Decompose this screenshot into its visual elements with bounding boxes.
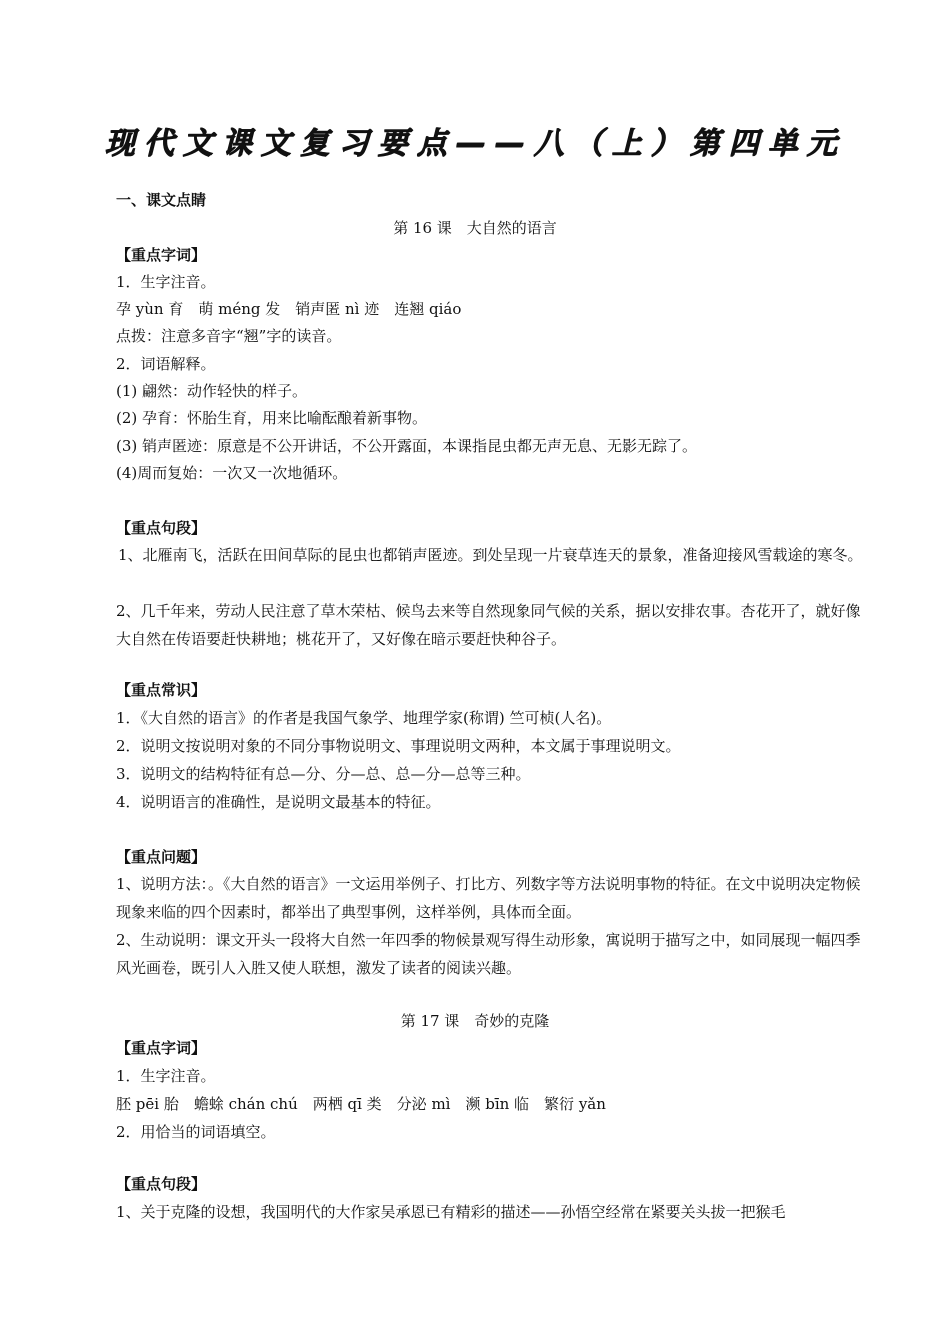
- l16-sentence-heading: 【重点句段】: [116, 519, 207, 537]
- l16-knowledge-1: 1．《大自然的语言》的作者是我国气象学、地理学家(称谓) 竺可桢(人名)。: [116, 709, 612, 727]
- l16-question-1: 1、说明方法：。《大自然的语言》一文运用举例子、打比方、列数字等方法说明事物的特征。在文中说明决定物候现象来临的四个因素时，都举出了典型事例，这样举例，具体而全面。: [116, 875, 861, 921]
- l17-vocab-item-2: 2．用恰当的词语填空。: [116, 1123, 276, 1141]
- l16-definition-1: (1) 翩然：动作轻快的样子。: [116, 382, 308, 400]
- l16-definition-3: (3) 销声匿迹：原意是不公开讲话，不公开露面，本课指昆虫都无声无息、无影无踪了。: [116, 437, 698, 455]
- l17-sentence-heading: 【重点句段】: [116, 1175, 207, 1193]
- l16-vocab-pinyin: 孕 yùn 育 萌 méng 发 销声匿 nì 迹 连翘 qiáo: [116, 300, 462, 318]
- l17-sentence-1: 1、关于克隆的设想，我国明代的大作家吴承恩已有精彩的描述——孙悟空经常在紧要关头拔一把猴毛: [116, 1203, 786, 1221]
- lesson-17-heading: 第 17 课 奇妙的克隆: [400, 1012, 550, 1030]
- l16-question-heading: 【重点问题】: [116, 848, 207, 866]
- section-heading: 一、课文点睛: [116, 191, 207, 209]
- l16-vocab-item-1: 1．生字注音。: [116, 273, 216, 291]
- l16-definition-2: (2) 孕育：怀胎生育，用来比喻酝酿着新事物。: [116, 409, 428, 427]
- l16-question-2: 2、生动说明：课文开头一段将大自然一年四季的物候景观写得生动形象，寓说明于描写之中，如同展现一幅四季风光画卷，既引人入胜又使人联想，激发了读者的阅读兴趣。: [116, 931, 861, 977]
- l16-knowledge-4: 4．说明语言的准确性，是说明文最基本的特征。: [116, 793, 441, 811]
- l16-vocab-heading: 【重点字词】: [116, 246, 207, 264]
- lesson-16-heading: 第 16 课 大自然的语言: [393, 219, 557, 237]
- l16-knowledge-heading: 【重点常识】: [116, 681, 207, 699]
- l16-knowledge-3: 3．说明文的结构特征有总—分、分—总、总—分—总等三种。: [116, 765, 531, 783]
- l16-vocab-tip: 点拨：注意多音字“翘”字的读音。: [116, 327, 342, 345]
- l16-sentence-1: 1、北雁南飞，活跃在田间草际的昆虫也都销声匿迹。到处呈现一片衰草连天的景象，准备迎接风雪载途的寒冬。: [118, 546, 863, 564]
- l17-vocab-item-1: 1．生字注音。: [116, 1067, 216, 1085]
- l17-vocab-heading: 【重点字词】: [116, 1039, 207, 1057]
- l17-vocab-pinyin: 胚 pēi 胎 蟾蜍 chán chú 两栖 qī 类 分泌 mì 濒 bīn 临 繁衍 yǎn: [116, 1095, 606, 1113]
- l16-knowledge-2: 2．说明文按说明对象的不同分事物说明文、事理说明文两种，本文属于事理说明文。: [116, 737, 681, 755]
- l16-sentence-2: 2、几千年来，劳动人民注意了草木荣枯、候鸟去来等自然现象同气候的关系，据以安排农事。杏花开了，就好像大自然在传语要赶快耕地；桃花开了，又好像在暗示要赶快种谷子。: [116, 602, 861, 648]
- document-title: 现代文课文复习要点——八（上）第四单元: [104, 126, 846, 161]
- l16-definition-4: (4)周而复始：一次又一次地循环。: [116, 464, 348, 482]
- l16-vocab-item-2: 2．词语解释。: [116, 355, 216, 373]
